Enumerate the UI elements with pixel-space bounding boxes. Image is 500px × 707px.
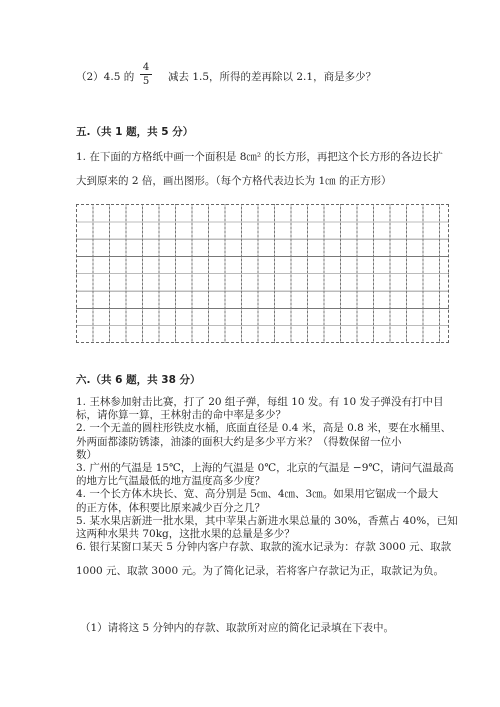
s6-line-6: 3. 广州的气温是 15℃，上海的气温是 0℃，北京的气温是 −9℃，请问气温最高 [76, 462, 454, 475]
s6-line-13: 1000 元、取款 3000 元。为了简化记录，若将客户存款记为正，取款记为负。 [76, 565, 444, 577]
s6-line-4: 外两面都漆防锈漆，油漆的面积大约是多少平方米？（得数保留一位小 [76, 435, 402, 448]
q2-frac-num: 4 [142, 62, 150, 73]
sub-question-1: （1）请将这 5 分钟内的存款、取款所对应的简化记录填在下表中。 [80, 622, 395, 634]
s6-line-10: 5. 某水果店新进一批水果，其中苹果占新进水果总量的 30%，香蕉占 40%，已知 [76, 514, 458, 527]
s6-line-11: 这两种水果共 70kg，这批水果的总量是多少？ [76, 528, 295, 541]
section5-question [76, 145, 456, 193]
s6-line-12: 6. 银行某窗口某天 5 分钟内客户存款、取款的流水记录为：存款 3000 元、取款 [76, 541, 452, 554]
section5-line-2: 大到原来的 2 倍，画出图形。（每个方格代表边长为 1㎝ 的正方形） [76, 175, 392, 187]
s6-line-5: 数） [76, 448, 97, 461]
section6-title: 六.（共 6 题，共 38 分） [76, 374, 201, 386]
q2-frac-den: 5 [142, 76, 150, 87]
s6-line-1: 1. 王林参加射击比赛，打了 20 组子弹，每组 10 发。有 10 发子弹没有打中目 [76, 396, 444, 408]
section5-title: 五.（共 1 题，共 5 分） [76, 126, 194, 138]
s6-line-2: 标，请你算一算，王林射击的命中率是多少？ [76, 409, 286, 422]
s6-line-8: 4. 一个长方体木块长、宽、高分别是 5㎝、4㎝、3㎝。如果用它锯成一个最大 [76, 488, 439, 501]
q2-fraction [140, 62, 152, 87]
q2-prefix: （2）4.5 的 [76, 71, 135, 83]
section5-line-1: 1. 在下面的方格纸中画一个面积是 8㎝² 的长方形，再把这个长方形的各边长扩 [76, 151, 443, 163]
grid-paper [76, 204, 449, 343]
s6-line-3: 2. 一个无盖的圆柱形铁皮水桶，底面直径是 0.4 米，高是 0.8 米，要在水桶里、 [76, 422, 452, 435]
section6-questions [76, 396, 456, 554]
s6-line-9: 的正方体，体积要比原来减少百分之几？ [76, 501, 265, 514]
q2-suffix: 减去 1.5，所得的差再除以 2.1，商是多少？ [168, 71, 377, 83]
s6-line-7: 的地方比气温最低的地方温度高多少度？ [76, 475, 265, 488]
